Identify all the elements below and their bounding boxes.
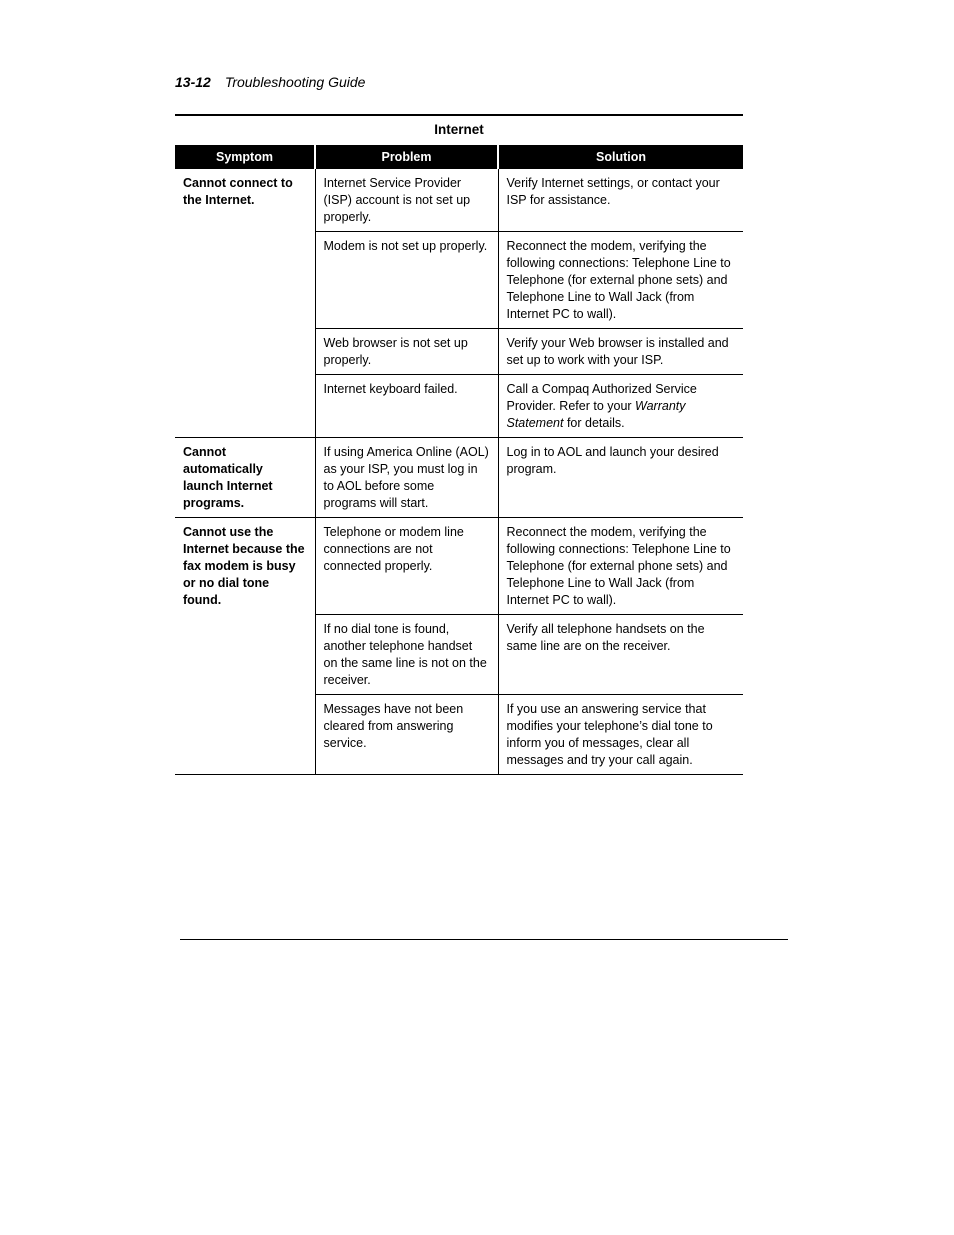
column-header-symptom: Symptom bbox=[175, 145, 315, 169]
top-rule bbox=[175, 114, 743, 116]
solution-text: for details. bbox=[563, 416, 625, 430]
solution-cell: If you use an answering service that modifies your telephone’s dial tone to inform you of messages, clear all messages and try your call again. bbox=[498, 695, 743, 775]
problem-cell: Internet keyboard failed. bbox=[315, 375, 498, 438]
troubleshooting-table bbox=[175, 145, 743, 775]
problem-cell: Telephone or modem line connections are not connected properly. bbox=[315, 518, 498, 615]
running-title: Troubleshooting Guide bbox=[224, 74, 366, 90]
warranty-statement-title: Warranty Statement bbox=[506, 399, 686, 430]
solution-cell bbox=[498, 375, 743, 438]
solution-cell: Verify your Web browser is installed and set up to work with your ISP. bbox=[498, 329, 743, 375]
problem-cell: Web browser is not set up properly. bbox=[315, 329, 498, 375]
problem-cell: Messages have not been cleared from answering service. bbox=[315, 695, 498, 775]
problem-cell: Modem is not set up properly. bbox=[315, 232, 498, 329]
column-header-problem: Problem bbox=[315, 145, 498, 169]
problem-cell: Internet Service Provider (ISP) account is not set up properly. bbox=[315, 169, 498, 232]
solution-text: Call a Compaq Authorized Service Provider. Refer to your bbox=[506, 382, 697, 413]
table-header-row bbox=[175, 145, 743, 169]
solution-cell: Verify Internet settings, or contact your ISP for assistance. bbox=[498, 169, 743, 232]
solution-cell: Log in to AOL and launch your desired program. bbox=[498, 438, 743, 518]
column-header-solution: Solution bbox=[498, 145, 743, 169]
symptom-cell: Cannot connect to the Internet. bbox=[175, 169, 315, 438]
table-row bbox=[175, 438, 743, 518]
problem-cell: If using America Online (AOL) as your ISP, you must log in to AOL before some programs will start. bbox=[315, 438, 498, 518]
table-title: Internet bbox=[434, 122, 484, 137]
table-row bbox=[175, 169, 743, 232]
symptom-cell: Cannot automatically launch Internet programs. bbox=[175, 438, 315, 518]
footer-rule bbox=[180, 939, 788, 940]
solution-cell: Reconnect the modem, verifying the following connections: Telephone Line to Telephone (for external phone sets) and Telephone Line to Wall Jack (from Internet PC to wall). bbox=[498, 518, 743, 615]
problem-cell: If no dial tone is found, another telephone handset on the same line is not on the receiver. bbox=[315, 615, 498, 695]
solution-cell: Verify all telephone handsets on the same line are on the receiver. bbox=[498, 615, 743, 695]
page-header bbox=[175, 74, 365, 90]
table-row bbox=[175, 518, 743, 615]
page-number: 13-12 bbox=[175, 74, 211, 90]
solution-cell: Reconnect the modem, verifying the following connections: Telephone Line to Telephone (for external phone sets) and Telephone Line to Wall Jack (from Internet PC to wall). bbox=[498, 232, 743, 329]
symptom-cell: Cannot use the Internet because the fax modem is busy or no dial tone found. bbox=[175, 518, 315, 775]
